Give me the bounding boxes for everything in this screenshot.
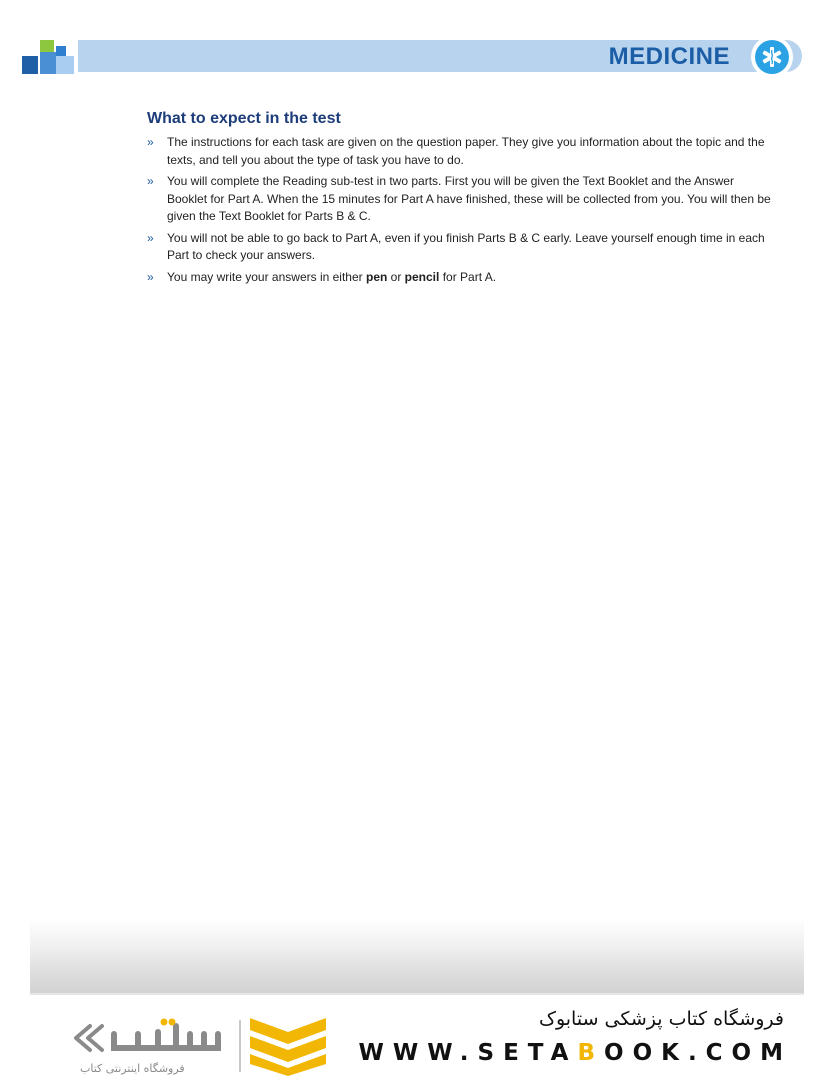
section-heading: What to expect in the test (147, 110, 341, 127)
text-before: You may write your answers in either (167, 269, 366, 284)
bullet-marker: » (147, 269, 154, 284)
logo-subtitle: فروشگاه اینترنتی کتاب (80, 1062, 185, 1075)
url-highlight: B (577, 1040, 605, 1066)
star-of-life-icon (760, 45, 784, 69)
list-item (147, 134, 772, 169)
store-name: فروشگاه کتاب پزشکی ستابوک (538, 1008, 784, 1030)
logo-word-text: ستابوک (150, 1059, 154, 1060)
url-prefix: WWW.SETA (358, 1040, 578, 1066)
page-bottom-shadow (30, 918, 804, 994)
bullet-marker: » (147, 230, 154, 245)
bullet-marker: » (147, 135, 154, 149)
store-url[interactable] (359, 1040, 792, 1066)
list-item-text: The instructions for each task are given on the question paper. They give you information about the topic and the texts, and tell you about the type of task you have to do. (167, 135, 765, 167)
list-item-text: You will not be able to go back to Part A, even if you finish Parts B & C early. Leave yourself enough time in each Part to check your answers. (167, 230, 765, 262)
list-item (147, 173, 772, 226)
list-item-text (167, 270, 496, 284)
setabook-logo-wordmark (70, 1016, 230, 1060)
text-middle: or (387, 269, 405, 284)
emphasis-pen: pen (365, 269, 388, 284)
expectations-list (147, 134, 772, 286)
subject-title: MEDICINE (608, 43, 730, 70)
bullet-marker: » (147, 174, 154, 188)
emphasis-pencil: pencil (404, 269, 440, 284)
medical-badge (751, 36, 793, 78)
page-header (0, 0, 834, 100)
main-content (147, 108, 772, 290)
url-suffix: OOK.COM (604, 1040, 792, 1066)
list-item (147, 269, 772, 287)
setabook-chevron-logo (250, 1018, 326, 1076)
text-after: for Part A. (439, 269, 497, 284)
publisher-logo-squares (22, 40, 74, 74)
footer-divider (239, 1020, 241, 1072)
list-item-text: You will complete the Reading sub-test in two parts. First you will be given the Text Booklet and the Answer Booklet for Part A. When the 15 minutes for Part A have finished, these will be collected from you. You will then be given the Text Booklet for Parts B & C. (167, 174, 771, 223)
list-item (147, 230, 772, 265)
